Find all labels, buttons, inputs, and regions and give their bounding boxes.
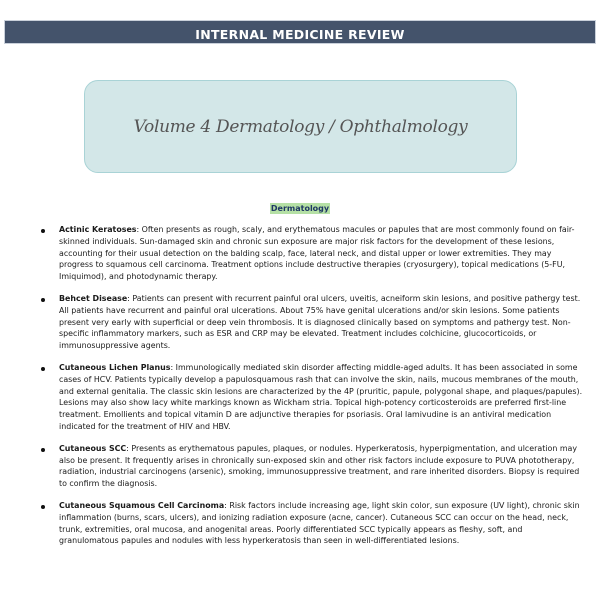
bullet-icon [41, 448, 45, 452]
topic-list [0, 224, 583, 557]
item-text: : Presents as erythematous papules, plaques, or nodules. Hyperkeratosis, hyperpigmentation, and ulceration may also be present. It frequently arises in chronically sun-exposed skin and other risk factors include exposure to PUVA phototherapy, radiation, industrial carcinogens (arsenic), smoking, immunosuppressive treatment, and rare inherited disorders. Biopsy is required to confirm the diagnosis. [59, 443, 580, 489]
item-text: : Immunologically mediated skin disorder affecting middle-aged adults. It has been associated in some cases of HCV. Patients typically develop a papulosquamous rash that can involve the skin, nails, mucous membranes of the mouth, and external genitalia. The classic skin lesions are characterized by the 4P (pruritic, papule, polygonal shape, and plaques/papules). Lesions may also show lacy white markings known as Wickham stria. Topical high-potency corticosteroids are preferred first-line treatment. Emollients and topical vitamin D are adjunctive therapies for psoriasis. Oral lamivudine is an antiviral medication indicated for the treatment of HIV and HBV. [59, 362, 583, 431]
item-term: Cutaneous Lichen Planus [59, 362, 171, 372]
list-item [0, 362, 583, 433]
volume-title: Volume 4 Dermatology / Ophthalmology [133, 116, 468, 137]
bullet-icon [41, 367, 45, 371]
bullet-icon [41, 298, 45, 302]
list-item [0, 500, 583, 547]
item-term: Cutaneous Squamous Cell Carcinoma [59, 500, 225, 510]
section-title: Dermatology [270, 204, 330, 213]
bullet-icon [41, 229, 45, 233]
item-text: : Often presents as rough, scaly, and erythematous macules or papules that are most commonly found on fair-skinned individuals. Sun-damaged skin and chronic sun exposure are major risk factors for the development of these lesions, accounting for their usual detection on the balding scalp, face, lateral neck, and distal upper or lower extremities. They may progress to squamous cell carcinoma. Treatment options include destructive therapies (cryosurgery), topical medications (5-FU, Imiquimod), and photodynamic therapy. [59, 225, 575, 282]
item-term: Behcet Disease [59, 293, 128, 303]
volume-title-box [84, 80, 517, 173]
header-title: INTERNAL MEDICINE REVIEW [195, 27, 405, 42]
item-term: Cutaneous SCC [59, 443, 127, 453]
list-item [0, 293, 583, 352]
item-text: : Patients can present with recurrent painful oral ulcers, uveitis, acneiform skin lesions, and positive pathergy test. All patients have recurrent and painful oral ulcerations. About 75% have genital ulcerations and/or skin lesions. Some patients present very early with superficial or deep vein thrombosis. It is diagnosed clinically based on symptoms and pathergy test. Non-specific inflammatory markers, such as ESR and CRP may be elevated. Treatment includes colchicine, glucocorticoids, or immunosuppressive agents. [59, 293, 581, 351]
section-heading [0, 196, 600, 215]
bullet-icon [41, 505, 45, 509]
item-term: Actinic Keratoses [59, 225, 137, 234]
list-item [0, 224, 583, 283]
item-text: : Risk factors include increasing age, light skin color, sun exposure (UV light), chronic skin inflammation (burns, scars, ulcers), and ionizing radiation exposure (acne, cancer). Cutaneous SCC can occur on the head, neck, trunk, extremities, oral mucosa, and anogenital areas. Poorly differentiated SCC typically appears as fleshy, soft, and granulomatous papules and nodules with less hyperkeratosis than seen in well-differentiated lesions. [59, 500, 580, 546]
list-item [0, 443, 583, 490]
header-bar [4, 20, 596, 44]
